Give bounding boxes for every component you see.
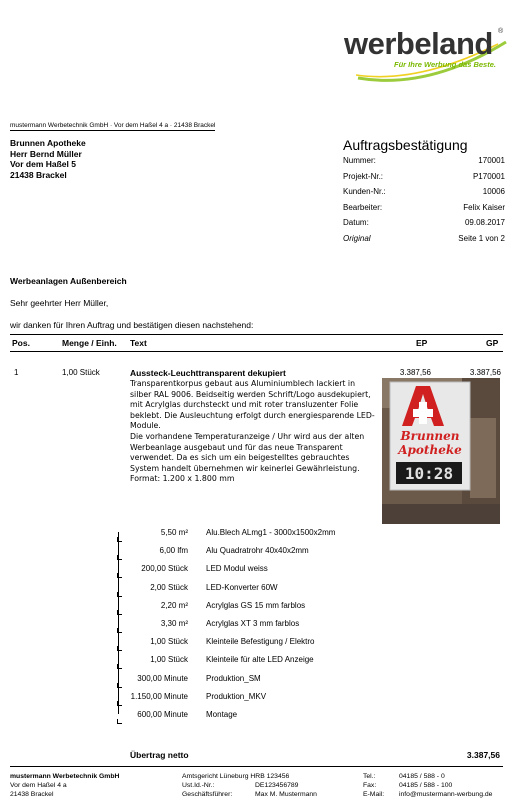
- description-line: silber RAL 9006. Beidseitig werden Schrift/Logo ausdekupiert,: [130, 389, 371, 399]
- material-qty: 600,00 Minute: [137, 709, 188, 719]
- sender-line: mustermann Werbetechnik GmbH · Vor dem Haßel 4 a · 21438 Brackel: [10, 122, 216, 129]
- row-tick: [117, 646, 122, 651]
- meta-value: 09.08.2017: [464, 218, 505, 227]
- material-desc: LED Modul weiss: [206, 564, 268, 574]
- position-title: Aussteck-Leuchttransparent dekupiert: [130, 368, 286, 378]
- logo-tagline: Für Ihre Werbung das Beste.: [394, 60, 496, 69]
- material-qty: 6,00 lfm: [159, 546, 188, 556]
- product-photo: [382, 378, 500, 524]
- material-row: [118, 689, 378, 707]
- description-line: Format: 1.200 x 1.800 mm: [130, 474, 235, 484]
- footer-label: Tel.:: [363, 773, 376, 780]
- header-qty: Menge / Einh.: [62, 338, 117, 348]
- footer-line: 21438 Brackel: [10, 791, 54, 798]
- photo-clock-display: 10:28: [404, 464, 454, 483]
- row-tick: [117, 555, 122, 560]
- meta-label: Projekt-Nr.:: [343, 171, 384, 181]
- address-line: 21438 Brackel: [10, 169, 67, 180]
- header-ep: EP: [416, 338, 428, 348]
- unit-price: 3.387,56: [399, 368, 431, 377]
- intro-text: wir danken für Ihren Auftrag und bestätigen diesen nachstehend:: [10, 320, 254, 330]
- footer-email[interactable]: info@mustermann-werbung.de: [399, 791, 493, 798]
- footer-company: [10, 772, 119, 799]
- material-qty: 1.150,00 Minute: [130, 691, 188, 701]
- material-qty: 2,20 m²: [160, 600, 188, 610]
- material-desc: Produktion_SM: [206, 673, 261, 683]
- row-tick: [117, 683, 122, 688]
- material-row: [118, 580, 378, 598]
- company-logo: [338, 20, 513, 82]
- footer-line: Vor dem Haßel 4 a: [10, 782, 67, 789]
- meta-label: Nummer:: [343, 156, 376, 165]
- material-desc: Montage: [206, 709, 238, 719]
- material-desc: Acrylglas XT 3 mm farblos: [206, 618, 300, 628]
- table-header: [10, 334, 503, 352]
- footer-label: Ust.Id.-Nr.:: [182, 782, 215, 789]
- row-tick: [117, 664, 122, 669]
- photo-sign-text-2: Apotheke: [398, 443, 462, 457]
- description-line: Die vorhandene Temperaturanzeige / Uhr wird aus der alten: [130, 431, 365, 441]
- footer-value: DE123456789: [255, 782, 299, 789]
- description-line: System handelt übernehmen wir keinerlei Gewährleistung.: [130, 463, 360, 473]
- document-title: Auftragsbestätigung: [343, 137, 468, 153]
- meta-value: Felix Kaiser: [463, 202, 505, 212]
- material-qty: 300,00 Minute: [137, 673, 188, 683]
- material-row: [118, 634, 378, 652]
- material-qty: 2,00 Stück: [150, 582, 188, 592]
- photo-sign-text-1: Brunnen: [400, 429, 460, 443]
- total-price: 3.387,56: [469, 368, 501, 377]
- subject-line: Werbeanlagen Außenbereich: [10, 276, 127, 286]
- meta-value: P170001: [472, 171, 505, 181]
- footer-line: [363, 781, 492, 790]
- row-tick: [117, 592, 122, 597]
- meta-label: Kunden-Nr.:: [343, 187, 386, 196]
- footer-label: Geschäftsführer:: [182, 791, 233, 798]
- material-row: [118, 598, 378, 616]
- header-pos: Pos.: [12, 338, 30, 348]
- material-qty: 1,00 Stück: [150, 637, 188, 647]
- meta-row: [343, 187, 505, 203]
- logo-registered: ®: [498, 28, 504, 35]
- footer-line: [182, 790, 317, 799]
- meta-label: Bearbeiter:: [343, 202, 383, 212]
- footer-legal: [182, 772, 317, 799]
- transfer-label: Übertrag netto: [130, 750, 189, 760]
- header-text: Text: [130, 338, 147, 348]
- row-tick: [117, 701, 122, 706]
- material-row: [118, 707, 378, 725]
- meta-value: 170001: [478, 156, 505, 165]
- material-desc: Produktion_MKV: [206, 691, 267, 701]
- row-tick: [117, 719, 122, 724]
- meta-row: [343, 218, 505, 234]
- footer-line: [363, 790, 492, 799]
- material-row: [118, 561, 378, 579]
- footer-line: [182, 781, 317, 790]
- description-line: Transparentkorpus gebaut aus Aluminiumblech lackiert in: [130, 379, 356, 388]
- row-tick: [117, 628, 122, 633]
- material-row: [118, 671, 378, 689]
- material-row: [118, 543, 378, 561]
- meta-label: Datum:: [343, 218, 369, 227]
- address-line: Vor dem Haßel 5: [10, 159, 76, 169]
- row-tick: [117, 537, 122, 542]
- row-tick: [117, 573, 122, 578]
- header-gp: GP: [486, 338, 499, 348]
- footer-line: [363, 772, 492, 781]
- meta-row: [343, 156, 505, 172]
- footer-line: mustermann Werbetechnik GmbH: [10, 773, 120, 780]
- greeting: Sehr geehrter Herr Müller,: [10, 298, 109, 308]
- meta-label: Original: [343, 233, 371, 243]
- footer-label: Fax:: [363, 782, 377, 789]
- material-desc: Kleinteile für alte LED Anzeige: [206, 655, 314, 665]
- footer-value: 04185 / 588 - 100: [399, 782, 453, 789]
- recipient-address: [10, 138, 86, 180]
- meta-row: [343, 234, 505, 250]
- material-desc: Alu Quadratrohr 40x40x2mm: [206, 546, 309, 556]
- description-line: Module.: [130, 421, 161, 431]
- address-line: Herr Bernd Müller: [10, 148, 82, 159]
- material-row: [118, 616, 378, 634]
- material-desc: Kleinteile Befestigung / Elektro: [206, 637, 315, 647]
- position-quantity: 1,00 Stück: [62, 368, 100, 377]
- description-line: beklebt. Die Ausleuchtung erfolgt durch energiesparende LED-: [130, 410, 375, 420]
- footer-value: Max M. Mustermann: [255, 791, 317, 798]
- meta-value: Seite 1 von 2: [458, 233, 505, 243]
- transfer-value: 3.387,56: [466, 750, 500, 760]
- address-line: Brunnen Apotheke: [10, 138, 86, 148]
- material-desc: LED-Konverter 60W: [206, 582, 278, 592]
- meta-row: [343, 172, 505, 188]
- material-desc: Alu.Blech ALmg1 - 3000x1500x2mm: [206, 528, 336, 537]
- position-number: 1: [14, 368, 19, 377]
- material-qty: 5,50 m²: [160, 528, 188, 537]
- footer-value: Amtsgericht Lüneburg HRB 123456: [182, 773, 290, 780]
- page-footer: [10, 766, 503, 798]
- footer-label: E-Mail:: [363, 791, 385, 798]
- material-row: [118, 525, 378, 543]
- description-line: verwendet. Da es sich um ein beigestelltes gebrauchtes: [130, 453, 350, 463]
- material-qty: 3,30 m²: [160, 618, 188, 628]
- row-tick: [117, 610, 122, 615]
- logo-wordmark: werbeland: [344, 26, 493, 61]
- meta-value: 10006: [482, 187, 505, 196]
- material-desc: Acrylglas GS 15 mm farblos: [206, 600, 306, 610]
- description-line: Werbeanlage ausgebaut und für das neue Transparent: [130, 442, 343, 452]
- materials-list: [118, 525, 378, 725]
- footer-contact: [363, 772, 492, 799]
- position-description: [130, 379, 380, 485]
- material-qty: 200,00 Stück: [141, 564, 188, 574]
- footer-value: 04185 / 588 - 0: [399, 773, 445, 780]
- material-qty: 1,00 Stück: [150, 655, 188, 665]
- material-row: [118, 652, 378, 670]
- footer-line: [182, 772, 317, 781]
- description-line: mit Acrylglas durchsteckt und mit roter transluzenter Folie: [130, 400, 359, 410]
- document-meta: [343, 156, 505, 249]
- meta-row: [343, 203, 505, 219]
